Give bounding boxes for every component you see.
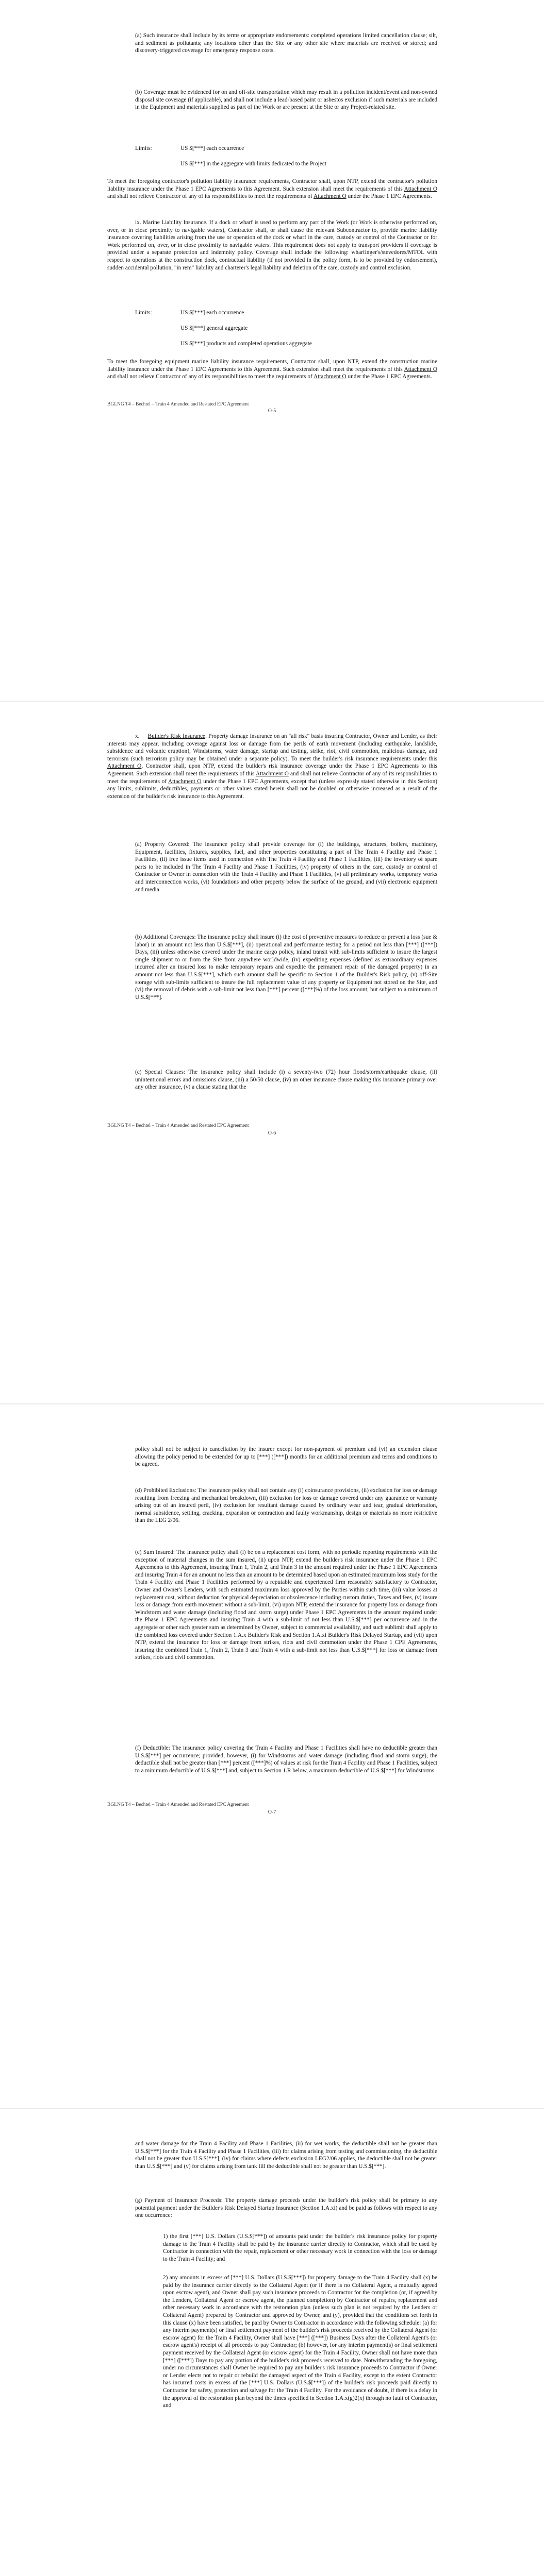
clause-c-continued: policy shall not be subject to cancellation by the insurer except for non-payment of premium and (vi) an extension clause allowing the policy period to be extended for up to [***] ([***]) months for an additional premium and terms and conditions to be agreed. <box>135 1446 437 1468</box>
footer-doc-title: BGLNG T4 – Bechtel – Train 4 Amended and Restated EPC Agreement <box>107 1123 249 1128</box>
page-number: O-7 <box>268 1809 276 1815</box>
limit-each-occurrence: US $[***] each occurrence <box>180 145 244 151</box>
clause-a-property-covered: (a) Property Covered: The insurance policy shall provide coverage for (i) the buildings, structures, boilers, machinery, Equipment, facilities, fixtures, supplies, fuel, and other properties constituting a part of The Train 4 Facility and Phase 1 Facilities, (ii) free issue items used in connection with The Train 4 Facility and Phase 1 Facilities, (iii) the inventory of spare parts to be included in The Train 4 Facility and Phase 1 Facilities, (iv) property of others in the care, custody or control of Contractor or Owner in connection with the Train 4 Facility and Phase 1 Facilities, (v) all preliminary works, temporary works and interconnection works, (vi) foundations and other property below the surface of the ground, and (vii) electronic equipment and media. <box>135 841 437 893</box>
limit-marine-general-aggregate: US $[***] general aggregate <box>180 325 248 331</box>
limit-marine-each-occurrence: US $[***] each occurrence <box>180 310 244 316</box>
footer-doc-title: BGLNG T4 – Bechtel – Train 4 Amended and Restated EPC Agreement <box>107 402 249 407</box>
clause-g-payment-of-proceeds: (g) Payment of Insurance Proceeds: The property damage proceeds under the builder's risk policy shall be primary to any potential payment under the Builder's Risk Delayed Startup Insurance (Section 1.A.xi) and be paid as follows with respect to any one occurrence: <box>135 2197 437 2219</box>
clause-g2: 2) any amounts in excess of [***] U.S. Dollars (U.S.$[***]) for property damage to the Train 4 Facility shall (x) be paid by the insurance carrier directly to the Collateral Agent (or if there is no Collateral Agent, a mutually agreed upon escrow agent), and Owner shall pay such insurance proceeds to Contractor for the completion (or, if agreed by the Lenders, Collateral Agent or escrow agent, the planned completion) by Contractor of repairs, replacement and other necessary work in accordance with the restoration plan (unless such plan is not required by the Lenders or Collateral Agent) prepared by Contractor and approved by Owner, and (y), provided that the conditions set forth in this clause (x) have been satisfied, be paid by Owner to Contractor in accordance with the following schedule: (a) for any interim payment(s) or final settlement payment of the builder's risk proceeds received by the Collateral Agent (or escrow agent) for the Train 4 Facility, Owner shall have [***] ([***]) Business Days after the Collateral Agent's (or escrow agent's) receipt of all proceeds to pay Contractor; (b) however, for any interim payment(s) or final settlement payment received by the Collateral Agent (or escrow agent) for the Train 4 Facility, Owner shall not have more than [***] ([***]) Days to pay any portion of the builder's risk proceeds received to date. Notwithstanding the foregoing, under no circumstances shall Owner be required to pay any builder's risk insurance proceeds to Contractor if Owner or Lender elects not to repair or rebuild the damaged aspect of the Train 4 Facility, except to the extent Contractor has incurred costs in excess of the [***] U.S. Dollars (U.S.$[***]) of the builder's risk proceeds paid directly to Contractor for safety, protection and salvage for the Train 4 Facility. For the avoidance of doubt, if there is a delay in the approval of the restoration plan beyond the times specified in Section 1.A.x(g)2(x) through no fault of Contractor, and <box>163 2275 437 2409</box>
limit-marine-products-aggregate: US $[***] products and completed operations aggregate <box>180 341 312 347</box>
clause-x-builders-risk: x. Builder's Risk Insurance. Property damage insurance on an "all risk" basis insuring Contractor, Owner and Lender, as their interests may appear, including coverage against loss or damage from the perils of earth movement (including earthquake, landslide, subsidence and volcanic eruption), Windstorms, water damage, startup and testing, strike, riot, civil commotion, malicious damage, and terrorism (such terrorism policy may be obtained under a separate policy). To meet the builder's risk insurance requirements under this Attachment O, Contractor shall, upon NTP, extend the builder's risk insurance coverage under the Phase 1 EPC Agreements to this Agreement. Such extension shall meet the requirements of this Attachment O and shall not relieve Contractor of any of its responsibilities to meet the requirements of Attachment O under the Phase 1 EPC Agreements, except that (unless expressly stated otherwise in this Section) any limits, sublimits, deductibles, payments or other values stated herein shall not be doubled or otherwise increased as a result of the extension of the builder's risk insurance to this Agreement. <box>107 733 438 800</box>
pollution-extension-paragraph: To meet the foregoing contractor's pollution liability insurance requirements, Contractor shall, upon NTP, extend the contractor's pollution liability insurance under the Phase 1 EPC Agreements to this Agreement. Such extension shall meet the requirements of this Attachment O and shall not relieve Contractor of any of its responsibilities to meet the requirements of Attachment O under the Phase 1 EPC Agreements. <box>107 178 437 200</box>
page-o7 <box>0 1404 544 2108</box>
clause-e-sum-insured: (e) Sum Insured: The insurance policy shall (i) be on a replacement cost form, with no periodic reporting requirements with the exception of material changes in the sum insured, (ii) upon NTP, extend the builder's risk insurance under the Phase 1 EPC Agreements to this Agreement, insuring Train 1, Train 2, and Train 3 in the amount required under the Phase 1 EPC Agreements and insuring Train 4 for an amount no less than an amount to be determined based upon an estimated maximum loss study for the Train 4 Facility and Phase 1 Facilities performed by a reputable and experienced firm reasonably satisfactory to Contractor, Owner and Owner's Lenders, with such estimated maximum loss approved by the Parties within such time, (iii) value losses at replacement cost, without deduction for physical depreciation or obsolescence including custom duties, Taxes and fees, (v) insure loss or damage from earth movement without a sub-limit, (vi) upon NTP, extend the insurance for property loss or damage from Windstorm and water damage (including flood and storm surge) under Phase 1 EPC Agreements in the amount required under the Phase 1 EPC Agreements and insuring Train 4 with a sub-limit of not less than U.S.$[***] per occurrence and in the aggregate or other such greater sum as determined by Owner, subject to commercial availability, and such sublimit shall apply to the combined loss covered under Section 1.A.x Builder's Risk and Section 1.A.xi Builder's Risk Delayed Startup, and (vii) upon NTP, extend the insurance for loss or damage from strikes, riots and civil commotion under the Phase 1 CPE Agreements, insuring the combined Train 1, Train 2, Train 3 and Train 4 with a sub-limit not less than U.S.$[***] for loss or damage from strikes, riots and civil commotion. <box>135 1549 437 1661</box>
limit-aggregate: US $[***] in the aggregate with limits dedicated to the Project <box>180 161 326 167</box>
clause-f-continued: and water damage for the Train 4 Facility and Phase 1 Facilities, (ii) for wet works, the deductible shall not be greater than U.S.$[***] for the Train 4 Facility and Phase 1 Facilities, (iii) for claims arising from testing and commissioning, the deductible shall not be greater than U.S.$[***], (iv) for claims where defects exclusion LEG2/06 applies, the deductible shall not be greater than U.S.$[***] and (v) for claims arising from tank fill the deductible shall not be greater than U.S.$[***]. <box>135 2141 437 2170</box>
clause-d-prohibited-exclusions: (d) Prohibited Exclusions: The insurance policy shall not contain any (i) coinsurance provisions, (ii) exclusion for loss or damage resulting from freezing and mechanical breakdown, (iii) exclusion for loss or damage covered under any guarantee or warranty arising out of an insured peril, (iv) exclusion for resultant damage caused by ordinary wear and tear, gradual deterioration, normal subsidence, settling, cracking, expansion or contraction and faulty workmanship, design or materials no more restrictive than the LEG 2/06. <box>135 1487 437 1524</box>
clause-b-pollution: (b) Coverage must be evidenced for on and off-site transportation which may result in a pollution incident/event and non-owned disposal site coverage (if applicable), and shall not include a lead-based paint or asbestos exclusion if such materials are included in the Equipment and materials supplied as part of the Work or are present at the Site or any Project-related site. <box>135 89 437 111</box>
clause-f-deductible: (f) Deductible: The insurance policy covering the Train 4 Facility and Phase 1 Facilities shall have no deductible greater than U.S.$[***] per occurrence; provided, however, (i) for Windstorms and water damage (including flood and storm surge), the deductible shall not be greater than [***] percent ([***]%) of values at risk for the Train 4 Facility and Phase 1 Facilities, subject to a minimum deductible of U.S.$[***] and, subject to Section 1.R below, a maximum deductible of U.S.$[***] for Windstorms <box>135 1745 437 1774</box>
page-o8 <box>0 2109 544 2576</box>
clause-g1: 1) the first [***] U.S. Dollars (U.S.$[***]) of amounts paid under the builder's risk insurance policy for property damage to the Train 4 Facility shall be paid by the insurance carrier directly to Contractor, which shall be used by Contractor in connection with the repair, replacement or other necessary work in connection with the loss or damage to the Train 4 Facility; and <box>163 2233 437 2262</box>
marine-extension-paragraph: To meet the foregoing equipment marine liability insurance requirements, Contractor shall, upon NTP, extend the construction marine liability insurance under the Phase 1 EPC Agreements to this Agreement. Such extension shall meet the requirements of this Attachment O and shall not relieve Contractor of any of its responsibilities to meet the requirements of Attachment O under the Phase 1 EPC Agreements. <box>107 359 437 380</box>
limits-label: Limits: <box>135 145 152 151</box>
page-number: O-5 <box>268 408 276 414</box>
clause-a-pollution: (a) Such insurance shall include by its terms or appropriate endorsements: completed operations limited cancellation clause; silt, and sediment as pollutants; any locations other than the Site or any other site where materials are received or stored; and discovery-triggered coverage for emergency response costs. <box>135 32 437 54</box>
clause-b-additional-coverages: (b) Additional Coverages: The insurance policy shall insure (i) the cost of preventive measures to reduce or prevent a loss (sue & labor) in an amount not less than U.S.$[***], (ii) operational and performance testing for a period not less than [***] ([***]) Days, (iii) unless otherwise covered under the marine cargo policy, inland transit with sub-limits sufficient to insure the largest single shipment to or from the Site from anywhere worldwide, (iv) expediting expenses (defined as extraordinary expenses incurred after an insured loss to make temporary repairs and expedite the permanent repair of the damaged property) in an amount not less than U.S.$[***], which such amount shall be specific to Section 1 of the Builder's Risk policy, (v) off-Site storage with sub-limits sufficient to insure the full replacement value of any property or Equipment not stored on the Site, and (vi) the removal of debris with a sub-limit not less than [***] percent ([***]%) of the loss amount, but subject to a minimum of U.S.$[***]. <box>135 934 437 1001</box>
limits2-label: Limits: <box>135 310 152 316</box>
clause-c-special-clauses: (c) Special Clauses: The insurance policy shall include (i) a seventy-two (72) hour flood/storm/earthquake clause, (ii) unintentional errors and omissions clause, (iii) a 50/50 clause, (iv) an other insurance clause making this insurance primary over any other insurance, (v) a clause stating that the <box>135 1069 437 1091</box>
footer-doc-title: BGLNG T4 – Bechtel – Train 4 Amended and Restated EPC Agreement <box>107 1802 249 1807</box>
clause-ix-marine-liability: ix. Marine Liability Insurance. If a dock or wharf is used to perform any part of the Work (or Work is otherwise performed on, over, or in close proximity to navigable waters), Contractor shall, or shall cause the relevant Subcontractor to, provide marine liability insurance covering liabilities arising from the use or operation of the dock or wharf in the care, custody or control of the Contractor or for Work performed on, over, or in close proximity to navigable waters. This requirement does not apply to transport providers if coverage is provided under a separate protection and indemnity policy. Coverage shall include the following: wharfinger's/stevedores/MTOL with respect to operations at the construction dock, contractual liability (if not provided in the policy form, is to be provided by endorsement), sudden accidental pollution, "in rem" liability and charterer's legal liability and deletion of the care, custody and control exclusion. <box>107 219 437 271</box>
page-o6 <box>0 702 544 1403</box>
page-number: O-6 <box>268 1130 276 1136</box>
page-o5 <box>0 0 544 701</box>
